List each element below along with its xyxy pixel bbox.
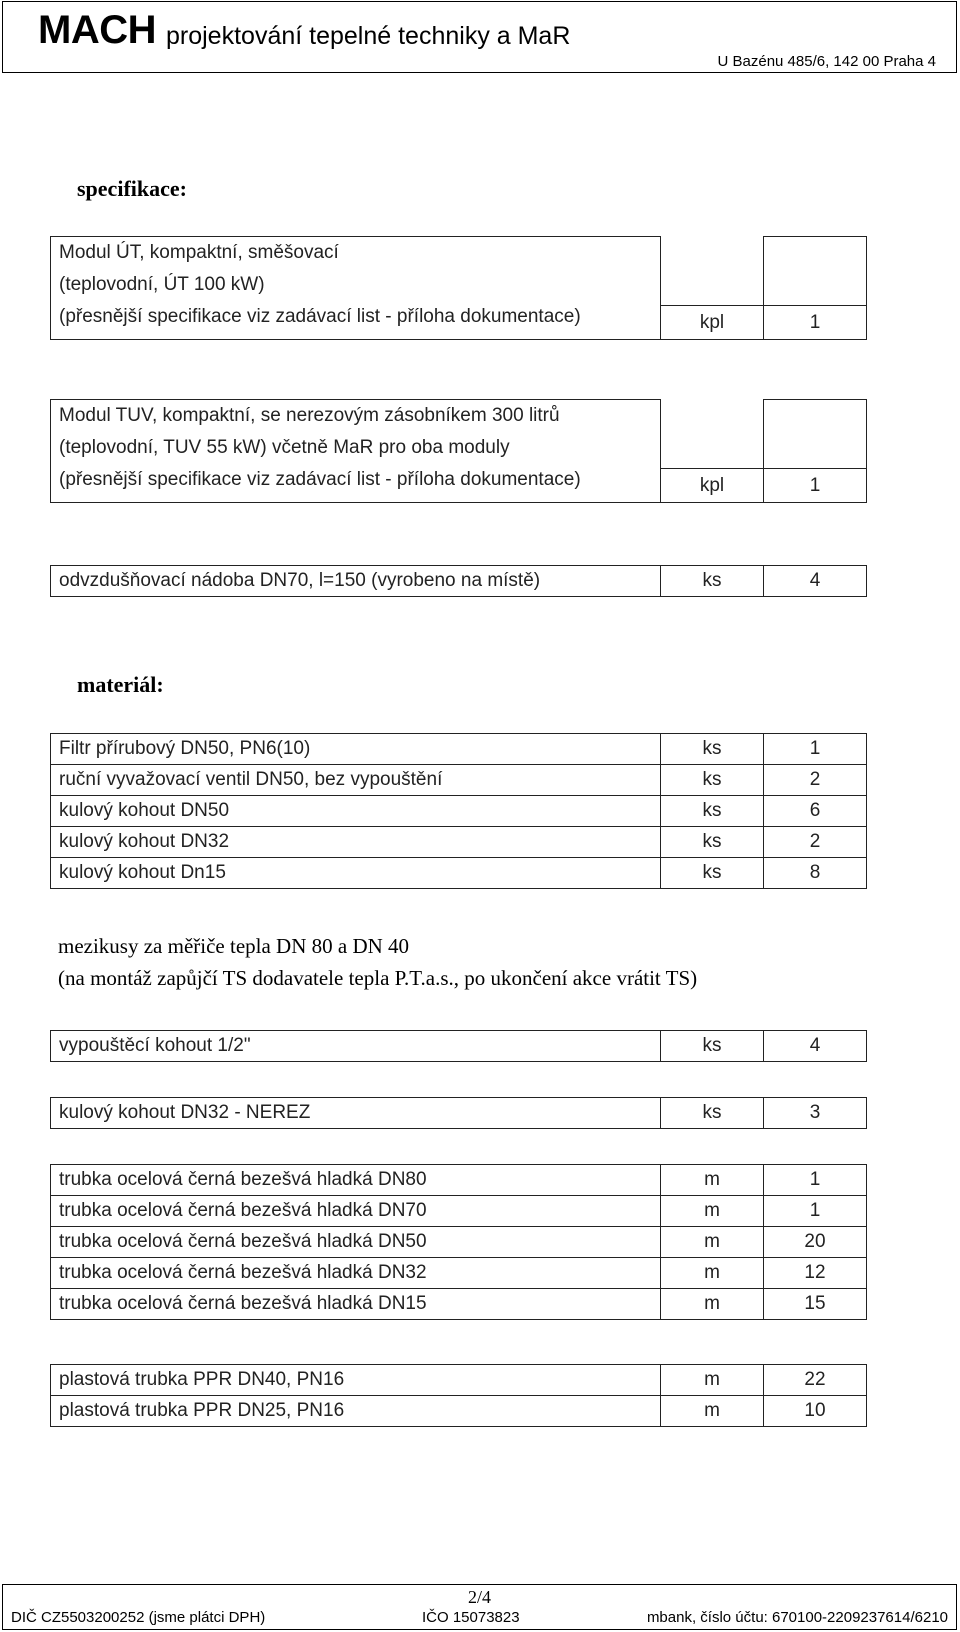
company-tagline: projektování tepelné techniky a MaR [166, 22, 571, 50]
qty-cell: 1 [764, 1165, 867, 1196]
footer-dic: DIČ CZ5503200252 (jsme plátci DPH) [11, 1609, 266, 1626]
qty-cell: 2 [764, 765, 867, 796]
unit-cell: kpl [661, 306, 764, 340]
empty-cell [661, 400, 764, 469]
qty-cell: 1 [764, 306, 867, 340]
unit-cell: ks [661, 734, 764, 765]
unit-cell: m [661, 1196, 764, 1227]
item-description: plastová trubka PPR DN25, PN16 [51, 1396, 661, 1427]
unit-cell: m [661, 1227, 764, 1258]
spec-line: Modul ÚT, kompaktní, směšovací [59, 242, 339, 263]
item-description: trubka ocelová černá bezešvá hladká DN70 [51, 1196, 661, 1227]
unit-cell: m [661, 1258, 764, 1289]
page-footer [2, 1584, 957, 1630]
unit-cell: kpl [661, 469, 764, 503]
table-row [51, 1227, 867, 1258]
item-description: kulový kohout Dn15 [51, 858, 661, 889]
material-table-2 [50, 1030, 867, 1062]
material-table-3 [50, 1097, 867, 1129]
company-brand: MACH [38, 8, 156, 52]
item-description: kulový kohout DN50 [51, 796, 661, 827]
spec-line: (přesnější specifikace viz zadávací list - příloha dokumentace) [59, 469, 581, 490]
footer-ico: IČO 15073823 [422, 1609, 520, 1626]
unit-cell: m [661, 1365, 764, 1396]
material-table-1 [50, 733, 867, 889]
unit-cell: ks [661, 858, 764, 889]
qty-cell: 1 [764, 469, 867, 503]
qty-cell: 2 [764, 827, 867, 858]
mezikusy-note [58, 930, 697, 994]
qty-cell: 12 [764, 1258, 867, 1289]
unit-cell: ks [661, 827, 764, 858]
item-description: kulový kohout DN32 [51, 827, 661, 858]
qty-cell: 6 [764, 796, 867, 827]
spec-line: (teplovodní, TUV 55 kW) včetně MaR pro oba moduly [59, 437, 510, 458]
spec-table-3 [50, 565, 867, 597]
qty-cell: 22 [764, 1365, 867, 1396]
table-row [51, 1289, 867, 1320]
unit-cell: ks [661, 566, 764, 597]
item-description: Filtr přírubový DN50, PN6(10) [51, 734, 661, 765]
company-address: U Bazénu 485/6, 142 00 Praha 4 [717, 53, 936, 70]
item-description: trubka ocelová černá bezešvá hladká DN50 [51, 1227, 661, 1258]
item-description: odvzdušňovací nádoba DN70, l=150 (vyrobeno na místě) [51, 566, 661, 597]
item-description: ruční vyvažovací ventil DN50, bez vypouštění [51, 765, 661, 796]
specifikace-heading: specifikace: [77, 176, 187, 201]
spec-line: (teplovodní, ÚT 100 kW) [59, 274, 265, 295]
spec-table-1 [50, 236, 867, 340]
qty-cell: 3 [764, 1098, 867, 1129]
table-row [51, 1031, 867, 1062]
table-row [51, 1196, 867, 1227]
unit-cell: m [661, 1396, 764, 1427]
qty-cell: 8 [764, 858, 867, 889]
qty-cell: 10 [764, 1396, 867, 1427]
mezikusy-line-1: mezikusy za měřiče tepla DN 80 a DN 40 [58, 934, 410, 958]
table-row [51, 1396, 867, 1427]
table-row [51, 858, 867, 889]
letterhead [2, 1, 957, 73]
unit-cell: ks [661, 1098, 764, 1129]
unit-cell: ks [661, 1031, 764, 1062]
spec-table-2 [50, 399, 867, 503]
item-description: trubka ocelová černá bezešvá hladká DN80 [51, 1165, 661, 1196]
empty-cell [764, 237, 867, 306]
item-description: trubka ocelová černá bezešvá hladká DN15 [51, 1289, 661, 1320]
table-row [51, 1098, 867, 1129]
table-row [51, 1365, 867, 1396]
unit-cell: ks [661, 796, 764, 827]
mezikusy-line-2: (na montáž zapůjčí TS dodavatele tepla P.T.a.s., po ukončení akce vrátit TS) [58, 966, 698, 990]
item-description: kulový kohout DN32 - NEREZ [51, 1098, 661, 1129]
spec-line: Modul TUV, kompaktní, se nerezovým zásobníkem 300 litrů [59, 405, 560, 426]
table-row [51, 796, 867, 827]
qty-cell: 15 [764, 1289, 867, 1320]
unit-cell: m [661, 1165, 764, 1196]
material-heading: materiál: [77, 672, 164, 697]
item-description: vypouštěcí kohout 1/2" [51, 1031, 661, 1062]
footer-bank: mbank, číslo účtu: 670100-2209237614/6210 [646, 1609, 948, 1626]
qty-cell: 20 [764, 1227, 867, 1258]
qty-cell: 1 [764, 1196, 867, 1227]
qty-cell: 4 [764, 566, 867, 597]
unit-cell: m [661, 1289, 764, 1320]
plastic-pipes-table [50, 1364, 867, 1427]
page-number: 2/4 [467, 1587, 491, 1607]
table-row [51, 765, 867, 796]
item-description: plastová trubka PPR DN40, PN16 [51, 1365, 661, 1396]
empty-cell [661, 237, 764, 306]
qty-cell: 4 [764, 1031, 867, 1062]
spec-line: (přesnější specifikace viz zadávací list - příloha dokumentace) [59, 306, 581, 327]
spec-item-description [51, 400, 661, 503]
spec-item-description [51, 237, 661, 340]
steel-pipes-table [50, 1164, 867, 1320]
item-description: trubka ocelová černá bezešvá hladká DN32 [51, 1258, 661, 1289]
qty-cell: 1 [764, 734, 867, 765]
table-row [51, 827, 867, 858]
table-row [51, 1258, 867, 1289]
unit-cell: ks [661, 765, 764, 796]
empty-cell [764, 400, 867, 469]
table-row [51, 1165, 867, 1196]
table-row [51, 734, 867, 765]
